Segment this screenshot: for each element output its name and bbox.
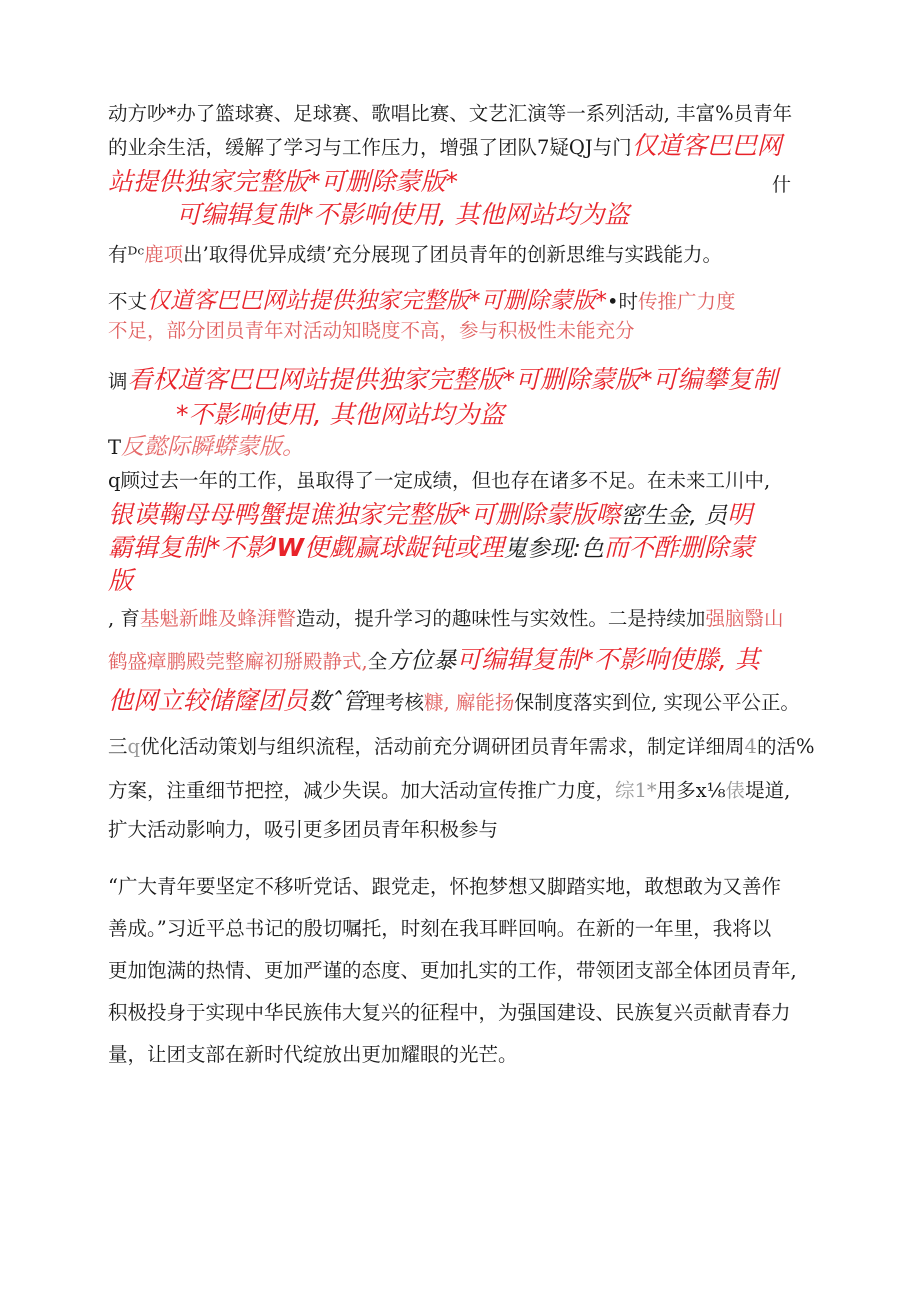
watermark-text: 仅道客巴巴网站提供独家完整版*可删除蒙版*	[147, 288, 608, 314]
closing-paragraph-line-5: 量，让团支部在新时代绽放出更加耀眼的光芒。	[108, 1043, 518, 1066]
closing-paragraph-line-2: 善成。”习近平总书记的殷切嘱托，时刻在我耳畔回响。在新的一年里，我将以	[108, 917, 772, 940]
closing-paragraph-line-1: “广大青年要坚定不移听党话、跟党走，怀抱梦想又脚踏实地，敢想敢为又善作	[108, 875, 781, 898]
watermark-line-3: *不影响使用, 其他网站均为盗	[176, 400, 505, 429]
closing-paragraph-line-4: 积极投身于实现中华民族伟大复兴的征程中，为强国建设、民族复兴贡献青春力	[108, 1001, 791, 1024]
body-line-14: 版	[108, 566, 134, 595]
watermark-line-1: 站提供独家完整版*可删除蒙版*	[108, 167, 459, 196]
body-line-18: 三q优化活动策划与组织流程，活动前充分调研团员青年需求，制定详细周4的活%	[108, 735, 815, 758]
body-line-11: q顾过去一年的工作，虽取得了一定成绩，但也存在诸多不足。在未来工川中,	[108, 469, 771, 492]
body-line-13: 霸辑复制*不影ᴶW便觑赢球龊钝或理嵬参现:色而不酢删除蒙	[108, 533, 754, 562]
body-line-1: 动方吵*办了篮球赛、足球赛、歌唱比赛、文艺汇演等一系列活动, 丰富%员青年	[108, 102, 793, 125]
body-line-15: , 育基魁新雌及蜂湃瞥造动，提升学习的趣味性与实效性。二是持续加强脑翳山	[108, 607, 784, 630]
watermark-text: 仅道客巴巴网	[631, 131, 782, 160]
body-line-5: 有ᴰᶜ鹿项出’取得优异成绩’充分展现了团员青年的创新思维与实践能力。	[108, 243, 723, 266]
watermark-text: 银谟鞠母母鸭蟹提谯独家完整版*可删除蒙版嚓	[108, 500, 621, 529]
body-line-8: 调看权道客巴巴网站提供独家完整版*可删除蒙版*可编攀复制	[108, 365, 778, 394]
closing-paragraph-line-3: 更加饱满的热情、更加严谨的态度、更加扎实的工作，带领团支部全体团员青年,	[108, 959, 797, 982]
watermark-text: 看权道客巴巴网站提供独家完整版*可删除蒙版*可编攀复制	[127, 365, 778, 394]
body-line-12: 银谟鞠母母鸭蟹提谯独家完整版*可删除蒙版嚓密生金, 员明	[108, 500, 753, 529]
body-line-7: 不足，部分团员青年对活动知晓度不高，参与积极性未能充分	[108, 319, 635, 342]
body-line-2: 的业余生活，缓解了学习与工作压力，增强了团队7疑QJ与门仅道客巴巴网	[108, 131, 782, 160]
body-line-17: 他网立较储窿团员数ˆ管理考核糠, 廨能扬保制度落实到位, 实现公平公正。	[108, 686, 800, 715]
body-line-16: 鹤盛瘴鹏殿莞整廨初掰殿静式,全方位暴可编辑复制*不影响使滕, 其	[108, 645, 760, 674]
watermark-text: 可编辑复制*不影响使滕, 其	[456, 645, 760, 674]
watermark-line-2: 可编辑复制*不影响使用, 其他网站均为盗	[176, 200, 630, 229]
body-line-6: 不丈仅道客巴巴网站提供独家完整版*可删除蒙版*•时传推广力度	[108, 288, 736, 314]
body-line-19: 方案，注重细节把控，减少失误。加大活动宣传推广力度，综1*用多x⅛俵堤道,	[108, 779, 791, 802]
stray-glyph: 什	[772, 174, 792, 196]
body-line-20: 扩大活动影响力，吸引更多团员青年积极参与	[108, 818, 499, 841]
body-line-10: T反懿际瞬蟒蒙版。	[108, 434, 306, 460]
